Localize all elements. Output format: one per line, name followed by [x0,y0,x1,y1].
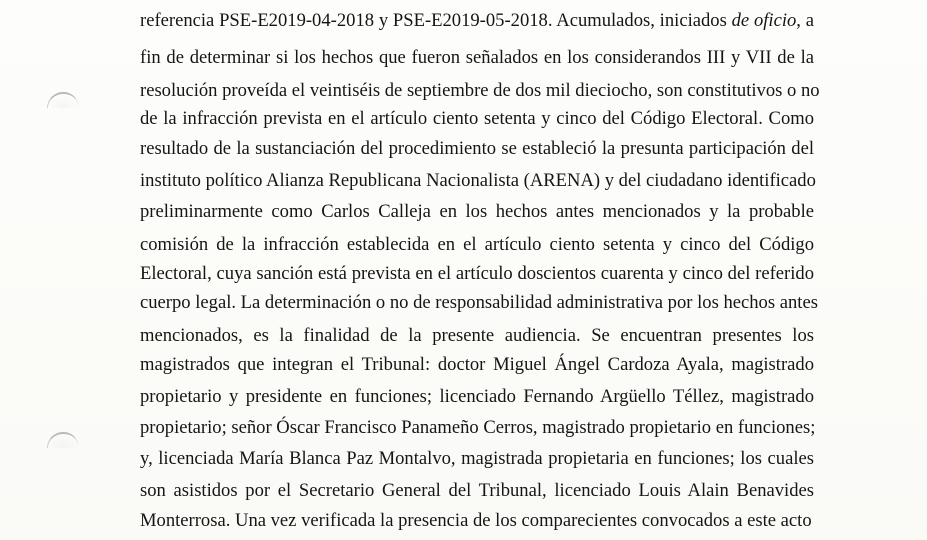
text-line: Monterrosa. Una vez verificada la presencia de los comparecientes convocados a este acto [140,510,812,531]
text-line: propietario y presidente en funciones; licenciado Fernando Argüello Téllez, magistrado [140,386,814,407]
text-line: referencia PSE-E2019-04-2018 y PSE-E2019-05-2018. Acumulados, iniciados de oficio, a [140,10,814,31]
text-line: mencionados, es la finalidad de la presente audiencia. Se encuentran presentes los [140,325,814,346]
text-line: y, licenciada María Blanca Paz Montalvo, magistrada propietaria en funciones; los cuales [140,448,814,469]
text-line: Electoral, cuya sanción está prevista en el artículo doscientos cuarenta y cinco del referido [140,263,814,284]
text-line: son asistidos por el Secretario General del Tribunal, licenciado Louis Alain Benavides [140,480,814,501]
text-line: fin de determinar si los hechos que fueron señalados en los considerandos III y VII de la [140,47,814,68]
text-line: preliminarmente como Carlos Calleja en los hechos antes mencionados y la probable [140,201,814,222]
text-line: de la infracción prevista en el artículo ciento setenta y cinco del Código Electoral. Como [140,108,814,129]
text-line: instituto político Alianza Republicana Nacionalista (ARENA) y del ciudadano identificado [140,170,816,191]
text-line: propietario; señor Óscar Francisco Panameño Cerros, magistrado propietario en funciones; [140,417,816,438]
text-line: cuerpo legal. La determinación o no de responsabilidad administrativa por los hechos antes [140,292,818,313]
text-line: resolución proveída el veintiséis de septiembre de dos mil dieciocho, son constitutivos o no [140,80,820,101]
text-line: magistrados que integran el Tribunal: doctor Miguel Ángel Cardoza Ayala, magistrado [140,354,814,375]
text-line-cut-top [140,0,814,7]
text-line: resultado de la sustanciación del procedimiento se estableció la presunta participación del [140,138,814,159]
text-line: comisión de la infracción establecida en el artículo ciento setenta y cinco del Código [140,234,814,255]
punch-hole-mark-top [47,92,78,108]
punch-hole-mark-bottom [47,432,78,448]
